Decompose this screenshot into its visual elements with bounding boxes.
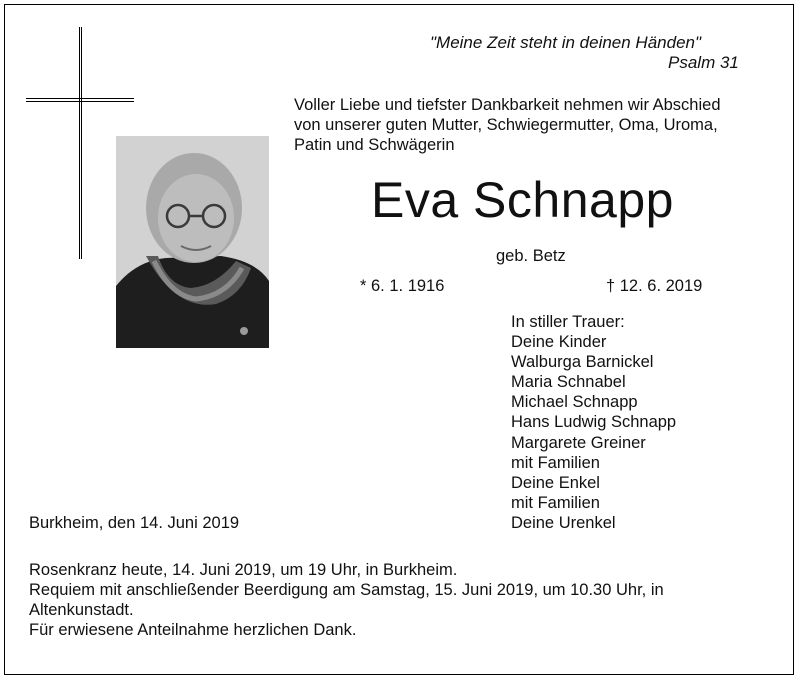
portrait-illustration — [116, 136, 269, 348]
service-info — [29, 560, 664, 640]
quote-text: "Meine Zeit steht in deinen Händen" — [430, 33, 702, 52]
portrait-photo — [116, 136, 269, 348]
footer-line: Rosenkranz heute, 14. Juni 2019, um 19 Uhr, in Burkheim. — [29, 561, 458, 579]
intro-line: von unserer guten Mutter, Schwiegermutter, Oma, Uroma, — [294, 116, 718, 134]
intro-line: Patin und Schwägerin — [294, 136, 455, 154]
mourner-line: mit Familien — [511, 453, 600, 472]
intro-text — [294, 95, 721, 155]
mourner-line: Deine Kinder — [511, 333, 607, 352]
maiden-name: geb. Betz — [496, 247, 566, 265]
cross-icon-vertical — [79, 27, 81, 259]
mourner-line: In stiller Trauer: — [511, 313, 625, 331]
mourner-line: Walburga Barnickel — [511, 353, 654, 372]
place-date: Burkheim, den 14. Juni 2019 — [29, 514, 240, 532]
mourner-line: Margarete Greiner — [511, 433, 646, 452]
mourner-line: Michael Schnapp — [511, 393, 638, 412]
mourners-list — [511, 312, 676, 533]
cross-icon-horizontal — [26, 98, 134, 102]
birth-date: * 6. 1. 1916 — [360, 277, 445, 295]
footer-line: Requiem mit anschließender Beerdigung am Samstag, 15. Juni 2019, um 10.30 Uhr, in — [29, 581, 664, 599]
mourner-line: Maria Schnabel — [511, 373, 626, 392]
footer-line: Altenkunstadt. — [29, 601, 134, 619]
deceased-name: Eva Schnapp — [371, 172, 674, 228]
death-date: † 12. 6. 2019 — [606, 277, 703, 295]
footer-line: Für erwiesene Anteilnahme herzlichen Dank. — [29, 621, 357, 639]
intro-line: Voller Liebe und tiefster Dankbarkeit nehmen wir Abschied — [294, 96, 721, 114]
mourner-line: Hans Ludwig Schnapp — [511, 413, 677, 432]
quote-source: Psalm 31 — [668, 53, 739, 72]
mourner-line: mit Familien — [511, 493, 600, 512]
mourner-line: Deine Urenkel — [511, 513, 616, 532]
mourner-line: Deine Enkel — [511, 473, 600, 492]
